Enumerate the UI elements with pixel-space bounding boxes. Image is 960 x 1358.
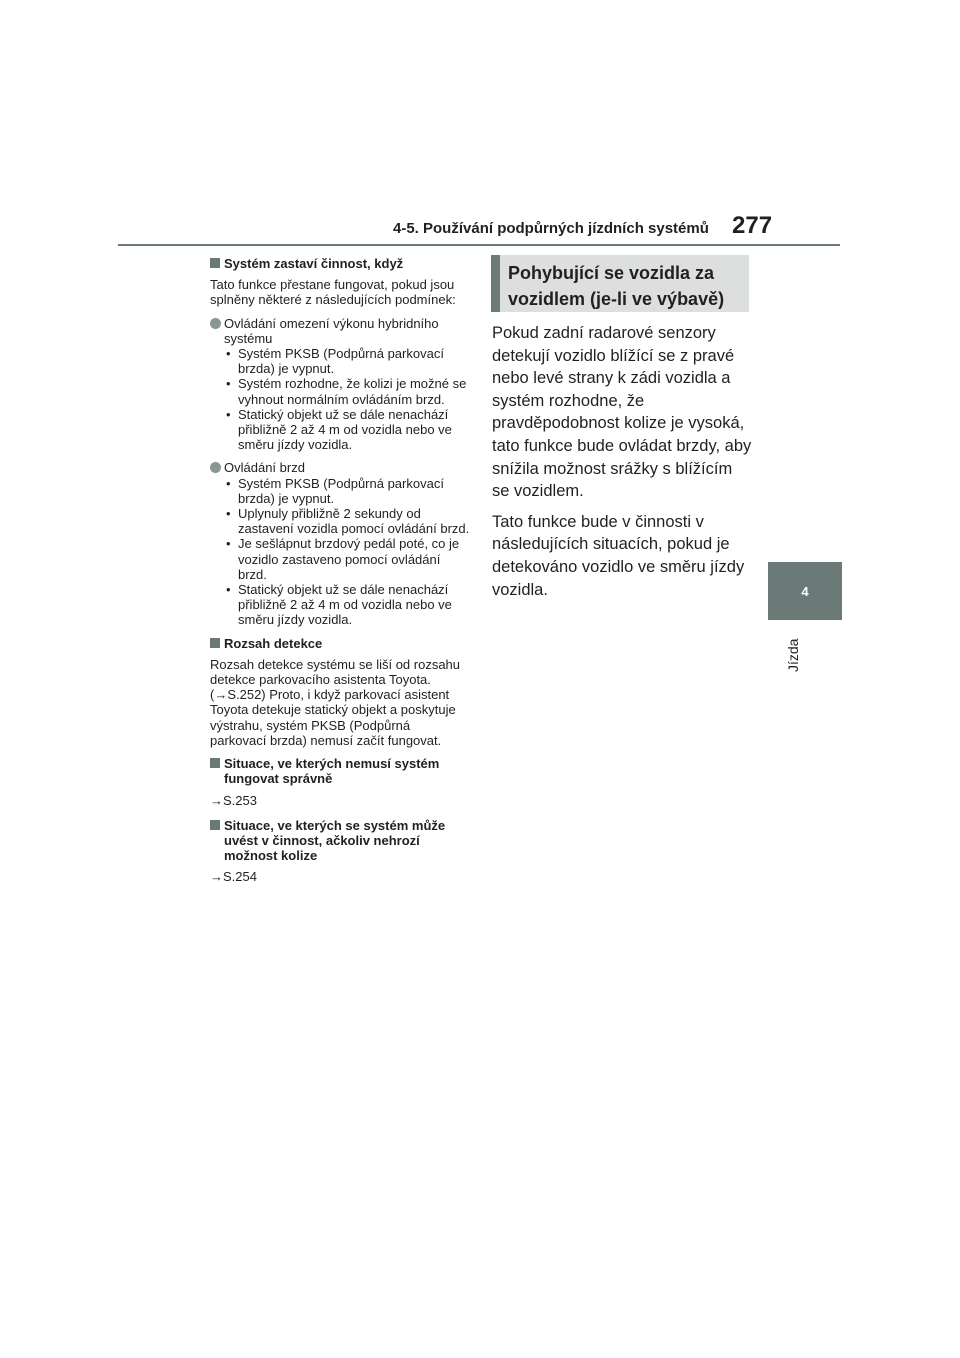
list-item: • Statický objekt už se dále nenachází přibližně 2 až 4 m od vozidla nebo ve směru jízdy vozidla. xyxy=(224,407,470,453)
chapter-label: Jízda xyxy=(785,638,801,672)
page-number: 277 xyxy=(732,212,773,239)
paragraph: Tato funkce přestane fungovat, pokud jsou splněny některé z následujících podmínek: xyxy=(210,277,456,308)
condition-block xyxy=(210,316,470,453)
chapter-tab xyxy=(768,562,842,620)
section-heading xyxy=(210,636,470,651)
square-bullet-icon xyxy=(210,258,220,268)
section-heading xyxy=(210,256,470,271)
list-item: • Statický objekt už se dále nenachází přibližně 2 až 4 m od vozidla nebo ve směru jízdy vozidla. xyxy=(224,582,470,628)
left-column xyxy=(210,256,470,895)
paragraph: Tato funkce bude v činnosti v následujících situacích, pokud je detekováno vozidlo ve směru jízdy vozidla. xyxy=(492,512,745,599)
section-heading xyxy=(210,756,470,786)
list-item: • Systém PKSB (Podpůrná parkovací brzda) je vypnut. xyxy=(224,346,470,376)
square-bullet-icon xyxy=(210,820,220,830)
heading-text: Rozsah detekce xyxy=(224,635,323,651)
section-heading xyxy=(210,818,470,864)
condition-title: Ovládání brzd xyxy=(224,460,305,476)
page-reference: →S.254 xyxy=(210,869,257,885)
list-item: • Systém PKSB (Podpůrná parkovací brzda) je vypnut. xyxy=(224,476,470,506)
circle-bullet-icon xyxy=(210,318,221,329)
page-reference: →S.253 xyxy=(210,792,257,808)
heading-text: Situace, ve kterých nemusí systém fungovat správně xyxy=(224,756,440,787)
condition-block xyxy=(210,460,470,627)
square-bullet-icon xyxy=(210,758,220,768)
boxed-heading: Pohybující se vozidla za vozidlem (je-li ve výbavě) xyxy=(491,255,749,312)
list-item: • Uplynuly přibližně 2 sekundy od zastavení vozidla pomocí ovládání brzd. xyxy=(224,506,470,536)
heading-text: Systém zastaví činnost, když xyxy=(224,256,404,271)
section-title: 4-5. Používání podpůrných jízdních systémů xyxy=(393,220,709,237)
list-item: • Systém rozhodne, že kolizi je možné se vyhnout normálním ovládáním brzd. xyxy=(224,376,470,406)
square-bullet-icon xyxy=(210,638,220,648)
header-divider xyxy=(118,244,840,246)
circle-bullet-icon xyxy=(210,462,221,473)
condition-title: Ovládání omezení výkonu hybridního systému xyxy=(224,315,439,346)
right-column xyxy=(492,322,754,609)
chapter-number: 4 xyxy=(801,583,809,599)
heading-text: Situace, ve kterých se systém může uvést v činnost, ačkoliv nehrozí možnost kolize xyxy=(224,817,446,864)
paragraph: Rozsah detekce systému se liší od rozsahu detekce parkovacího asistenta Toyota. (→S.252) Proto, i když parkovací asistent Toyota detekuje statický objekt a poskytuje výstrahu, systém PKSB (Podpůrná parkovací brzda) nemusí začít fungovat. xyxy=(210,656,461,748)
list-item: • Je sešlápnut brzdový pedál poté, co je vozidlo zastaveno pomocí ovládání brzd. xyxy=(224,536,470,582)
paragraph: Pokud zadní radarové senzory detekují vozidlo blížící se z pravé nebo levé strany k zádi vozidla a systém rozhodne, že pravděpodobnost kolize je vysoká, tato funkce bude ovládat brzdy, aby snížila možnost srážky s blížícím se vozidlem. xyxy=(492,324,752,501)
